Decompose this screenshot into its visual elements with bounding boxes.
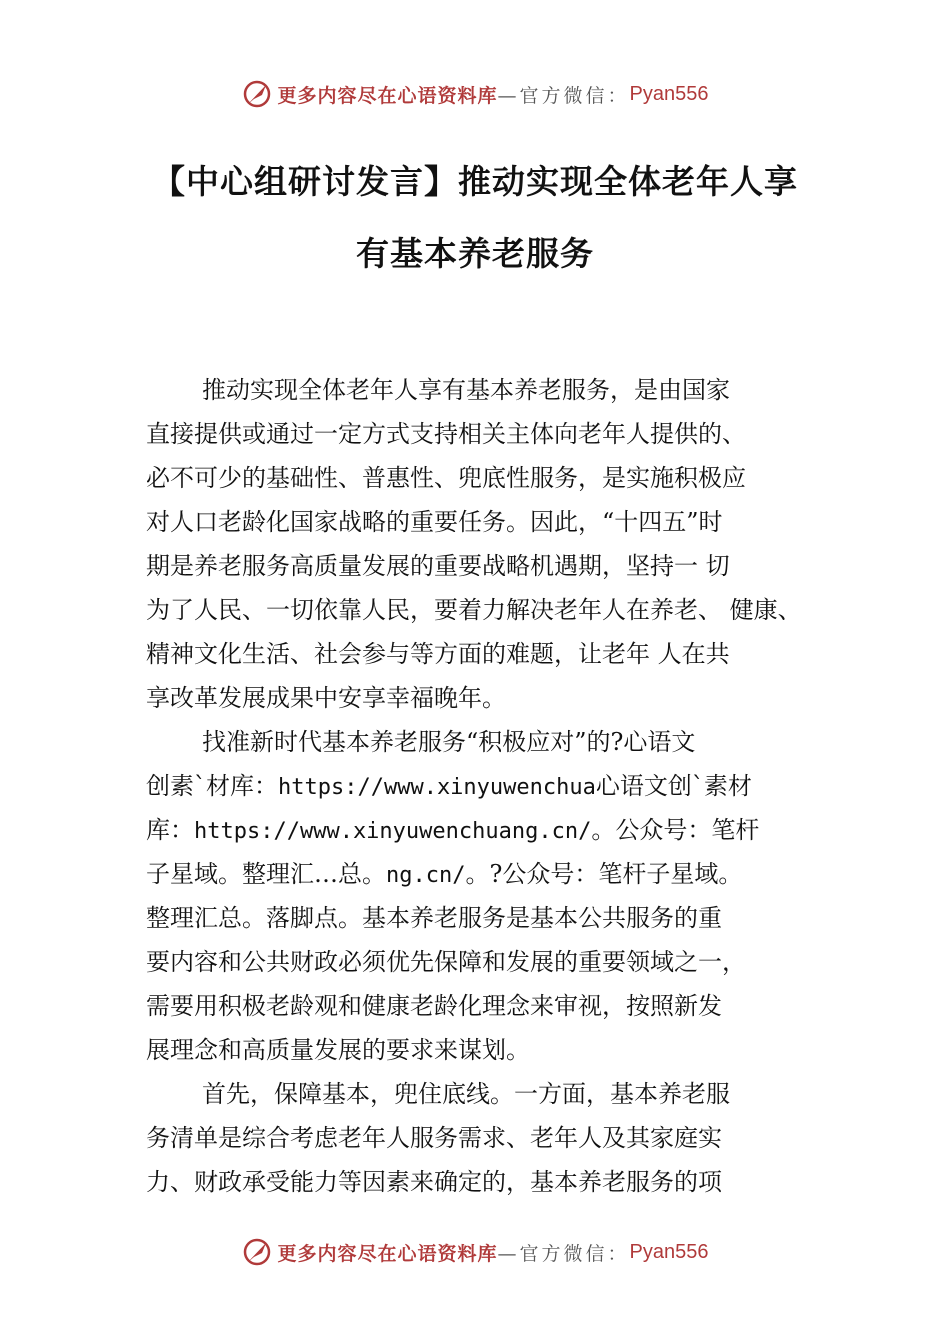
text-line: 为了人民、一切依靠人民，要着力解决老年人在养老、 健康、 (146, 596, 802, 624)
text-segment: 子星域。整理汇…总。 (146, 860, 386, 888)
text-segment: 。公众号：笔杆 (591, 816, 760, 844)
text-line (146, 764, 846, 808)
text-line: 找准新时代基本养老服务“积极应对”的?心语文 (202, 728, 696, 756)
text-line: 要内容和公共财政必须优先保障和发展的重要领域之一， (146, 948, 746, 976)
text-line (146, 808, 846, 852)
text-line (146, 852, 846, 896)
watermark-label: —官方微信： (497, 1242, 630, 1265)
text-line: 整理汇总。落脚点。基本养老服务是基本公共服务的重 (146, 904, 722, 932)
text-line: 务清单是综合考虑老年人服务需求、老年人及其家庭实 (146, 1124, 722, 1152)
text-segment: 。?公众号：笔杆子星域。 (465, 860, 743, 888)
watermark-text: 更多内容尽在心语资料库 (277, 84, 498, 107)
text-segment: 库： (146, 816, 194, 844)
document-body (146, 368, 846, 1204)
text-segment: 创素`材库： (146, 772, 278, 800)
watermark-label: —官方微信： (497, 84, 630, 107)
text-line: 期是养老服务高质量发展的重要战略机遇期，坚持一 切 (146, 552, 730, 580)
quill-logo-icon (242, 1237, 272, 1267)
text-line: 直接提供或通过一定方式支持相关主体向老年人提供的、 (146, 420, 746, 448)
url-text: ng.cn/ (386, 863, 466, 888)
quill-logo-icon (242, 79, 272, 109)
url-text: https://www.xinyuwenchua (278, 775, 596, 800)
text-line: 享改革发展成果中安享幸福晚年。 (146, 684, 506, 712)
watermark-id: Pyan556 (629, 1240, 709, 1263)
text-line: 力、财政承受能力等因素来确定的，基本养老服务的项 (146, 1168, 722, 1196)
page-title-line-1: 【中心组研讨发言】推动实现全体老年人享 (152, 162, 798, 201)
url-text: https://www.xinyuwenchuang.cn/ (194, 819, 592, 844)
text-line: 精神文化生活、社会参与等方面的难题，让老年 人在共 (146, 640, 730, 668)
text-line: 对人口老龄化国家战略的重要任务。因此，“十四五”时 (146, 508, 723, 536)
text-line: 展理念和高质量发展的要求来谋划。 (146, 1036, 530, 1064)
watermark-text: 更多内容尽在心语资料库 (277, 1242, 498, 1265)
text-line: 推动实现全体老年人享有基本养老服务，是由国家 (202, 376, 730, 404)
text-line: 必不可少的基础性、普惠性、兜底性服务，是实施积极应 (146, 464, 746, 492)
page-title-line-2: 有基本养老服务 (356, 234, 594, 273)
text-line: 需要用积极老龄观和健康老龄化理念来审视，按照新发 (146, 992, 722, 1020)
watermark-footer (0, 1232, 950, 1272)
watermark-header (0, 74, 950, 114)
watermark-id: Pyan556 (629, 82, 709, 105)
text-line: 首先，保障基本，兜住底线。一方面，基本养老服 (202, 1080, 730, 1108)
text-segment: 心语文创`素材 (595, 772, 752, 800)
